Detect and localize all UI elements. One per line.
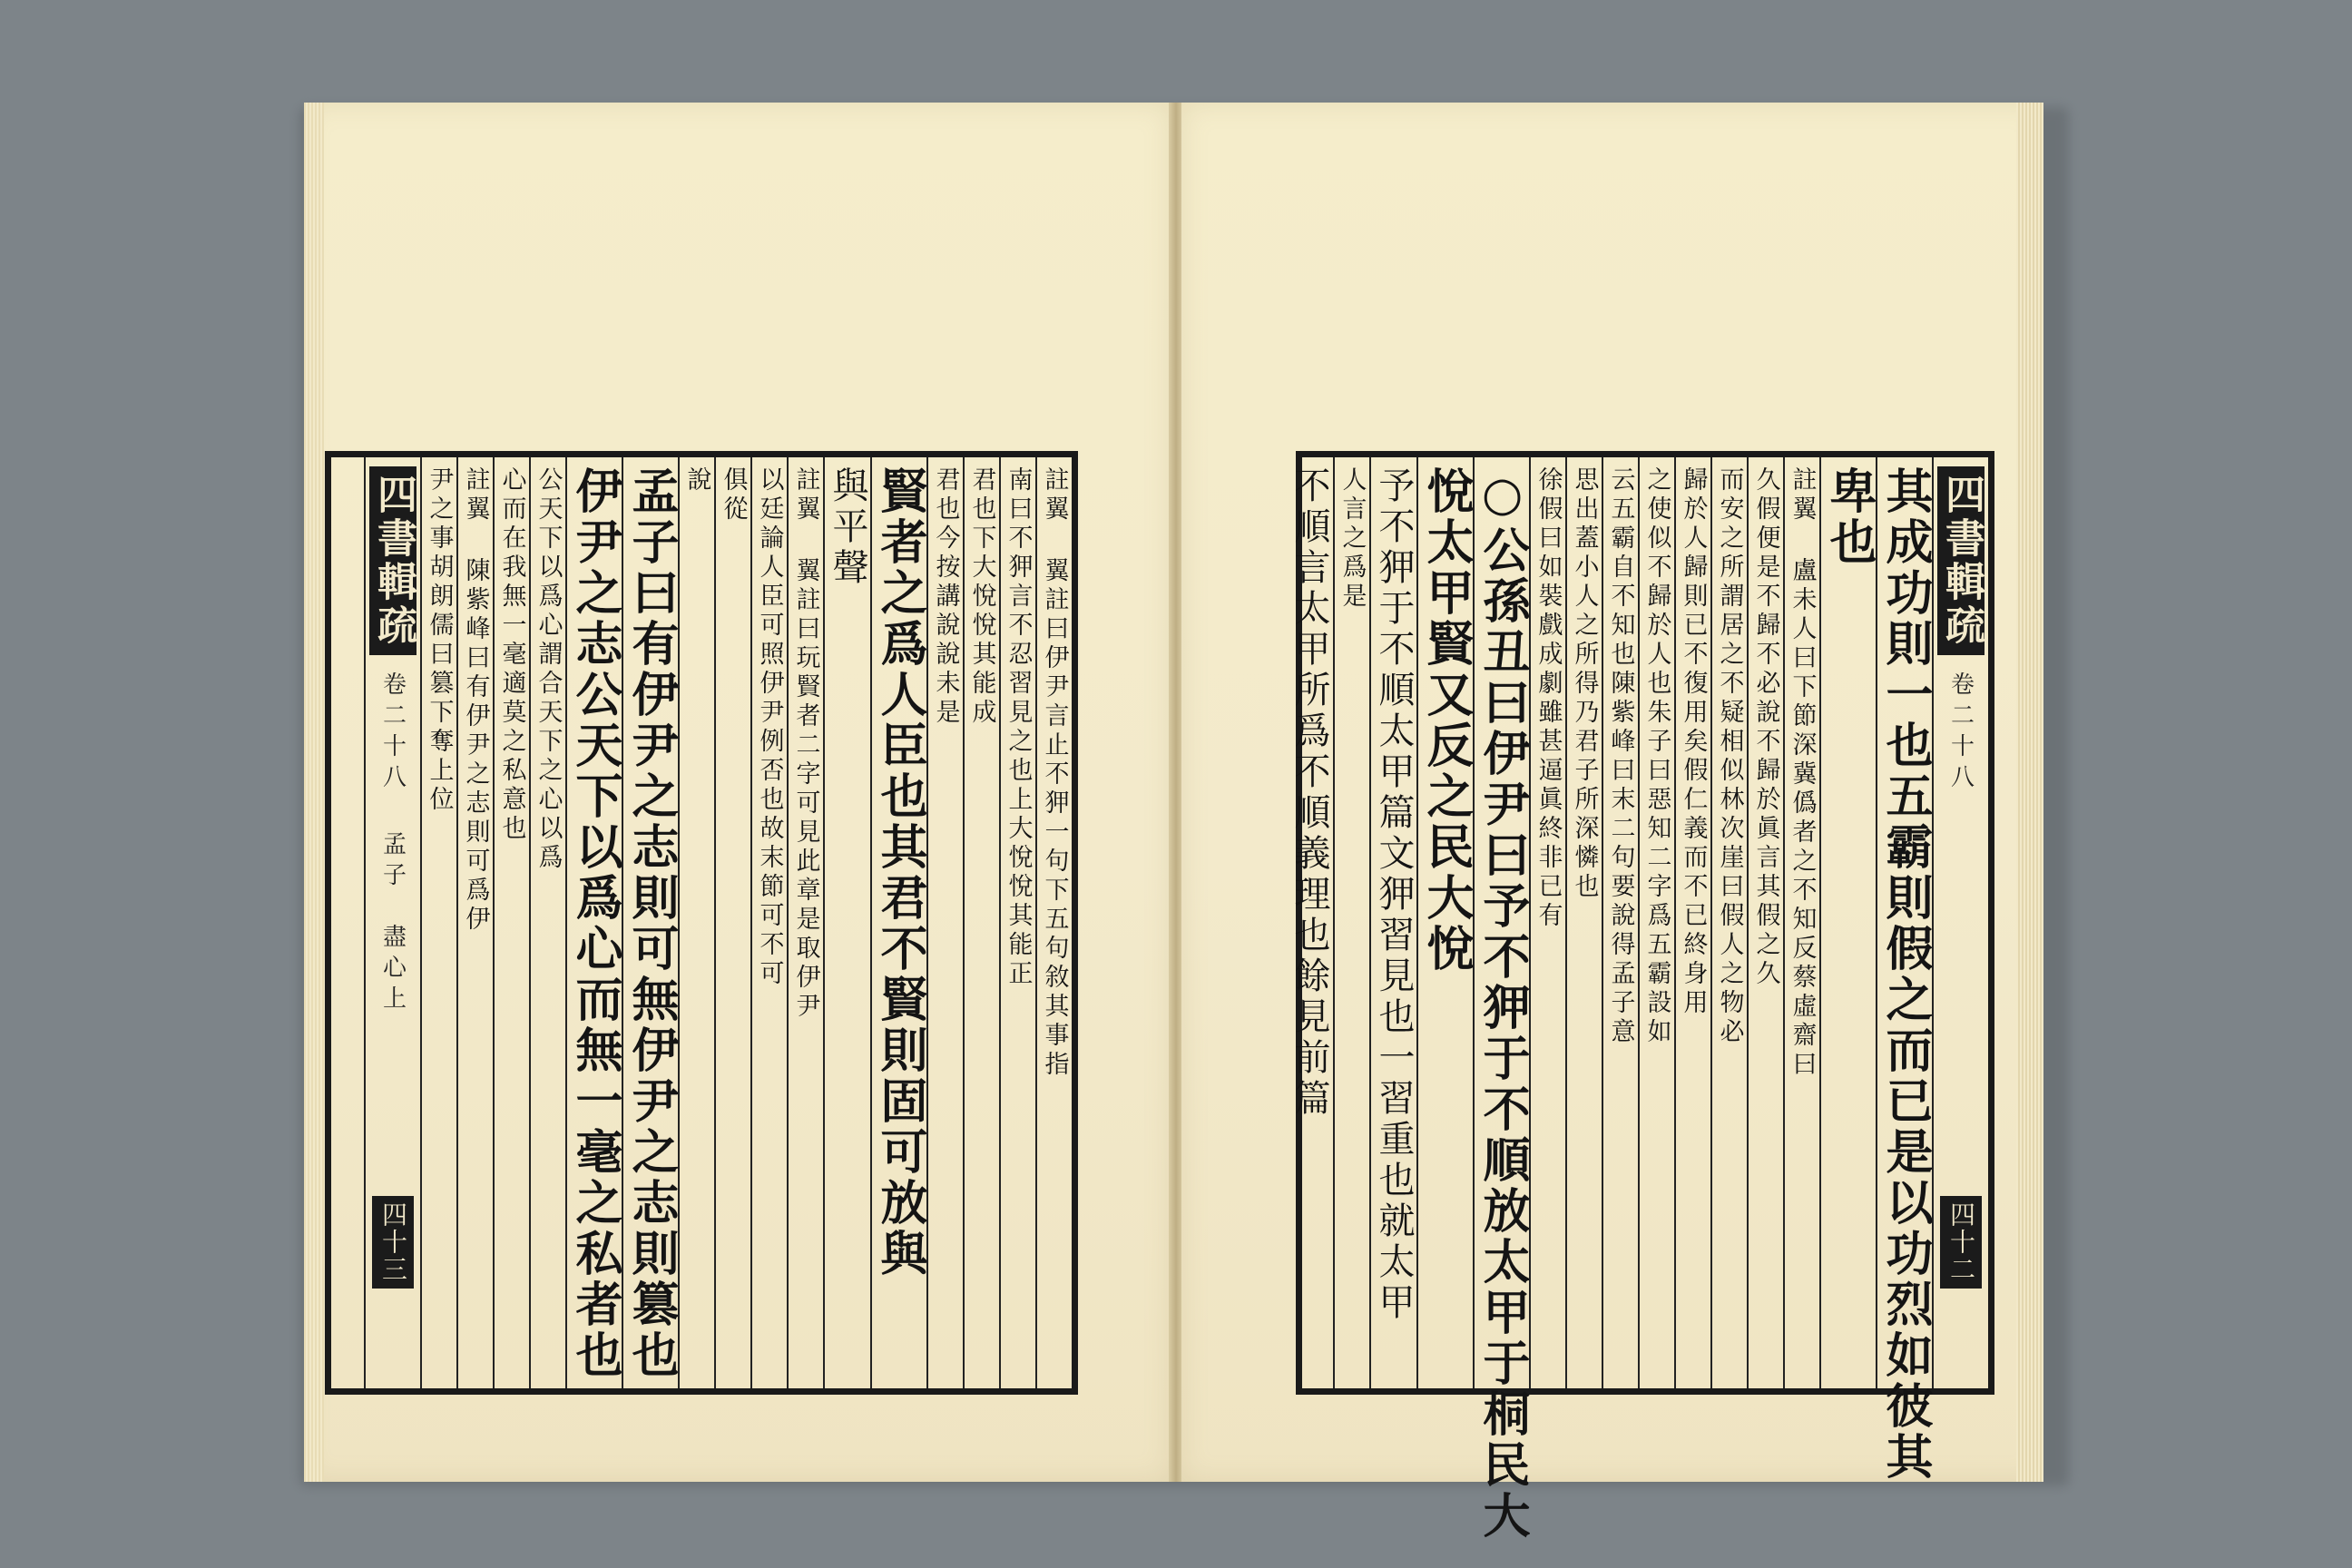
column-text: 人言之爲是	[1338, 466, 1367, 612]
text-column	[1710, 457, 1747, 1388]
text-column	[529, 457, 565, 1388]
column-text: 云五霸自不知也陳紫峰曰末二句要說得孟子意	[1606, 466, 1635, 1047]
text-column	[999, 457, 1035, 1388]
column-text: 註翼 翼註曰玩賢者二字可見此章是取伊尹	[791, 466, 820, 1022]
text-column	[1473, 457, 1530, 1542]
column-text: 而安之所謂居之不疑相似林次崖曰假人之物必	[1715, 466, 1744, 1047]
text-column	[420, 457, 456, 1388]
page-number: 四十二	[1940, 1196, 1982, 1289]
column-text: 悅太甲賢又反之民大悅	[1418, 466, 1474, 975]
right-text-block	[1289, 451, 1994, 1542]
column-text: 俱從	[719, 466, 748, 524]
text-column	[622, 457, 678, 1388]
column-text: 註翼 盧未人曰下節深冀僞者之不知反蔡虛齋曰	[1788, 466, 1817, 1080]
text-column	[714, 457, 750, 1388]
margin-title: 四書輯疏	[369, 466, 416, 655]
text-column	[1035, 457, 1072, 1388]
column-text: 予不狎于不順太甲篇文狎習見也一習重也就太甲	[1373, 466, 1415, 1324]
text-column	[1333, 457, 1369, 1388]
text-column	[963, 457, 999, 1388]
text-column	[1783, 457, 1819, 1388]
column-text: 歸於人歸則已不復用矣假仁義而不已終身用	[1679, 466, 1708, 1018]
text-column	[1286, 457, 1333, 1388]
text-column	[1529, 457, 1565, 1388]
text-column	[1876, 457, 1933, 1483]
text-column	[678, 457, 714, 1388]
column-text: 其成功則一也五霸則假之而已是以功烈如彼其	[1877, 466, 1933, 1483]
column-text: 徐假曰如裝戲成劇雖甚逼眞終非已有	[1534, 466, 1563, 931]
text-column	[1369, 457, 1416, 1388]
column-text: 久假便是不歸不必說不歸於眞言其假之久	[1751, 466, 1780, 989]
text-column	[1416, 457, 1473, 1388]
column-text: 卑也	[1821, 466, 1877, 568]
column-text: 註翼 陳紫峰曰有伊尹之志則可爲伊	[461, 466, 490, 935]
column-text: ○公孫丑曰伊尹曰予不狎于不順放太甲于桐民大	[1475, 466, 1530, 1542]
column-text: 公天下以爲心謂合天下之心以爲	[534, 466, 563, 873]
text-column	[1565, 457, 1602, 1388]
text-column	[1747, 457, 1783, 1388]
column-text: 之使似不歸於人也朱子曰惡知二字爲五霸設如	[1642, 466, 1671, 1047]
column-text: 君也下大悅悅其能成	[967, 466, 996, 728]
left-text-block	[325, 451, 1078, 1395]
column-text: 不順言太甲所爲不順義理也餘見前篇	[1289, 466, 1330, 1120]
text-column	[750, 457, 787, 1388]
text-column	[1638, 457, 1674, 1388]
column-text: 與平聲	[827, 466, 868, 589]
column-text: 心而在我無一毫適莫之私意也	[497, 466, 526, 844]
volume-label: 卷二十八	[378, 671, 407, 795]
column-text: 思出蓋小人之所得乃君子所深憐也	[1570, 466, 1599, 902]
column-text: 以廷論人臣可照伊尹例否也故末節可不可	[755, 466, 784, 989]
text-column	[456, 457, 493, 1388]
text-column	[823, 457, 870, 1388]
column-text: 註翼 翼註曰伊尹言止不狎一句下五句敘其事指	[1040, 466, 1069, 1080]
column-text: 伊尹之志公天下以爲心而無一毫之私者也	[567, 466, 622, 1381]
column-text: 賢者之爲人臣也其君不賢則固可放與	[872, 466, 927, 1279]
text-column	[565, 457, 622, 1388]
text-column	[787, 457, 823, 1388]
chapter-label: 孟子 盡心上	[378, 831, 407, 1016]
column-text: 說	[682, 466, 711, 495]
column-text: 君也今按講說說未是	[931, 466, 960, 728]
text-column	[493, 457, 529, 1388]
text-column	[1819, 457, 1876, 1388]
left-page-margin-strip	[364, 457, 420, 1388]
volume-label: 卷二十八	[1946, 671, 1975, 795]
text-column	[1602, 457, 1638, 1388]
column-text: 尹之事胡朗儒曰篡下奪上位	[425, 466, 454, 815]
column-text: 南曰不狎言不忍習見之也上大悅悅其能正	[1004, 466, 1033, 989]
text-column	[870, 457, 926, 1388]
right-page-margin-strip	[1932, 457, 1988, 1388]
text-column	[926, 457, 963, 1388]
margin-title: 四書輯疏	[1937, 466, 1984, 655]
page-number: 四十三	[372, 1196, 414, 1289]
column-text: 孟子曰有伊尹之志則可無伊尹之志則篡也	[623, 466, 679, 1381]
text-column	[1674, 457, 1710, 1388]
